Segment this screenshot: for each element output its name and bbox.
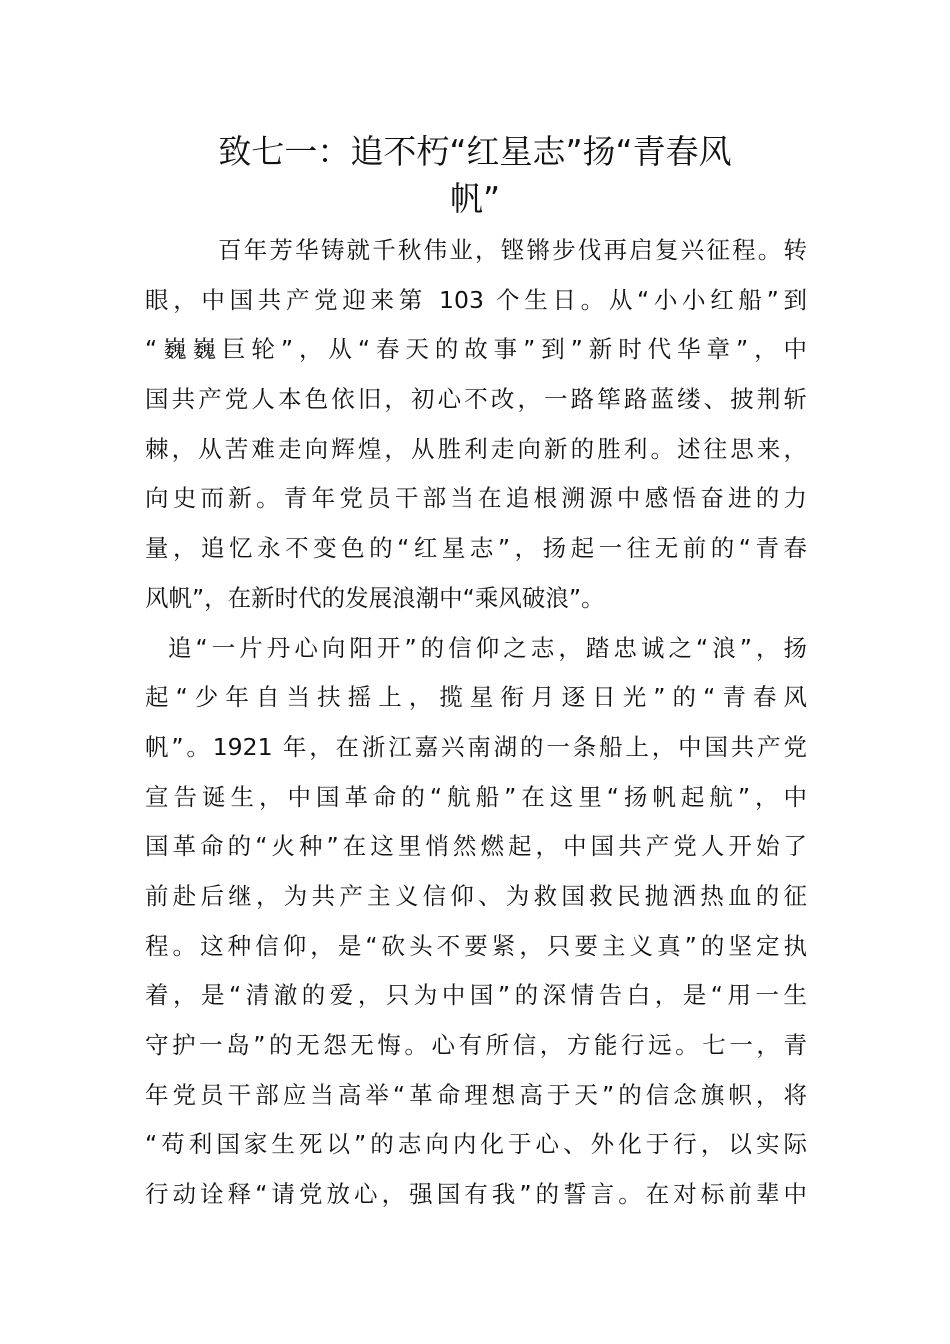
- paragraph-2-line-10: 年党员干部应当高举“革命理想高于天”的信念旗帜，将: [145, 1080, 807, 1109]
- paragraph-2-line-11: “苟利国家生死以”的志向内化于心、外化于行，以实际: [145, 1130, 807, 1159]
- paragraph-2-line-5: 国革命的“火种”在这里悄然燃起，中国共产党人开始了: [145, 832, 807, 861]
- paragraph-1-line-7: 量，追忆永不变色的“红星志”，扬起一往无前的“青春: [145, 534, 807, 563]
- paragraph-2-line-4: 宣告诞生，中国革命的“航船”在这里“扬帆起航”，中: [145, 782, 807, 811]
- paragraph-2-line-8: 着，是“清澈的爱，只为中国”的深情告白，是“用一生: [145, 981, 807, 1010]
- paragraph-2-line-1: 追“一片丹心向阳开”的信仰之志，踏忠诚之“浪”，扬: [168, 633, 807, 662]
- paragraph-1-line-1: 百年芳华铸就千秋伟业，铿锵步伐再启复兴征程。转: [218, 236, 807, 264]
- paragraph-2-line-3: 帆”。1921 年，在浙江嘉兴南湖的一条船上，中国共产党: [145, 732, 807, 761]
- paragraph-1-line-4: 国共产党人本色依旧，初心不改，一路筚路蓝缕、披荆斩: [145, 385, 807, 414]
- document-title: [160, 128, 790, 222]
- paragraph-1-line-6: 向史而新。青年党员干部当在追根溯源中感悟奋进的力: [145, 484, 807, 513]
- paragraph-2-line-12: 行动诠释“请党放心，强国有我”的誓言。在对标前辈中: [145, 1180, 807, 1209]
- paragraph-2-line-2: 起“少年自当扶摇上，揽星衔月逐日光”的“青春风: [145, 683, 807, 712]
- paragraph-1-line-3: “巍巍巨轮”，从“春天的故事”到”新时代华章”，中: [145, 335, 807, 364]
- paragraph-2-line-9: 守护一岛”的无怨无悔。心有所信，方能行远。七一，青: [145, 1031, 807, 1059]
- document-body: [145, 226, 807, 1220]
- title-line-2: 帆”: [449, 179, 501, 218]
- title-line-1: 致七一：追不朽“红星志”扬“青春风: [218, 132, 732, 171]
- paragraph-1-line-5: 棘，从苦难走向辉煌，从胜利走向新的胜利。述往思来，: [145, 434, 807, 463]
- paragraph-2-line-7: 程。这种信仰，是“砍头不要紧，只要主义真”的坚定执: [145, 931, 807, 960]
- paragraph-2-line-6: 前赴后继，为共产主义信仰、为救国救民抛洒热血的征: [145, 881, 807, 910]
- paragraph-1-line-2: 眼，中国共产党迎来第 103 个生日。从“小小红船”到: [145, 285, 807, 314]
- paragraph-1-line-8: 风帆”，在新时代的发展浪潮中“乘风破浪”。: [145, 583, 605, 612]
